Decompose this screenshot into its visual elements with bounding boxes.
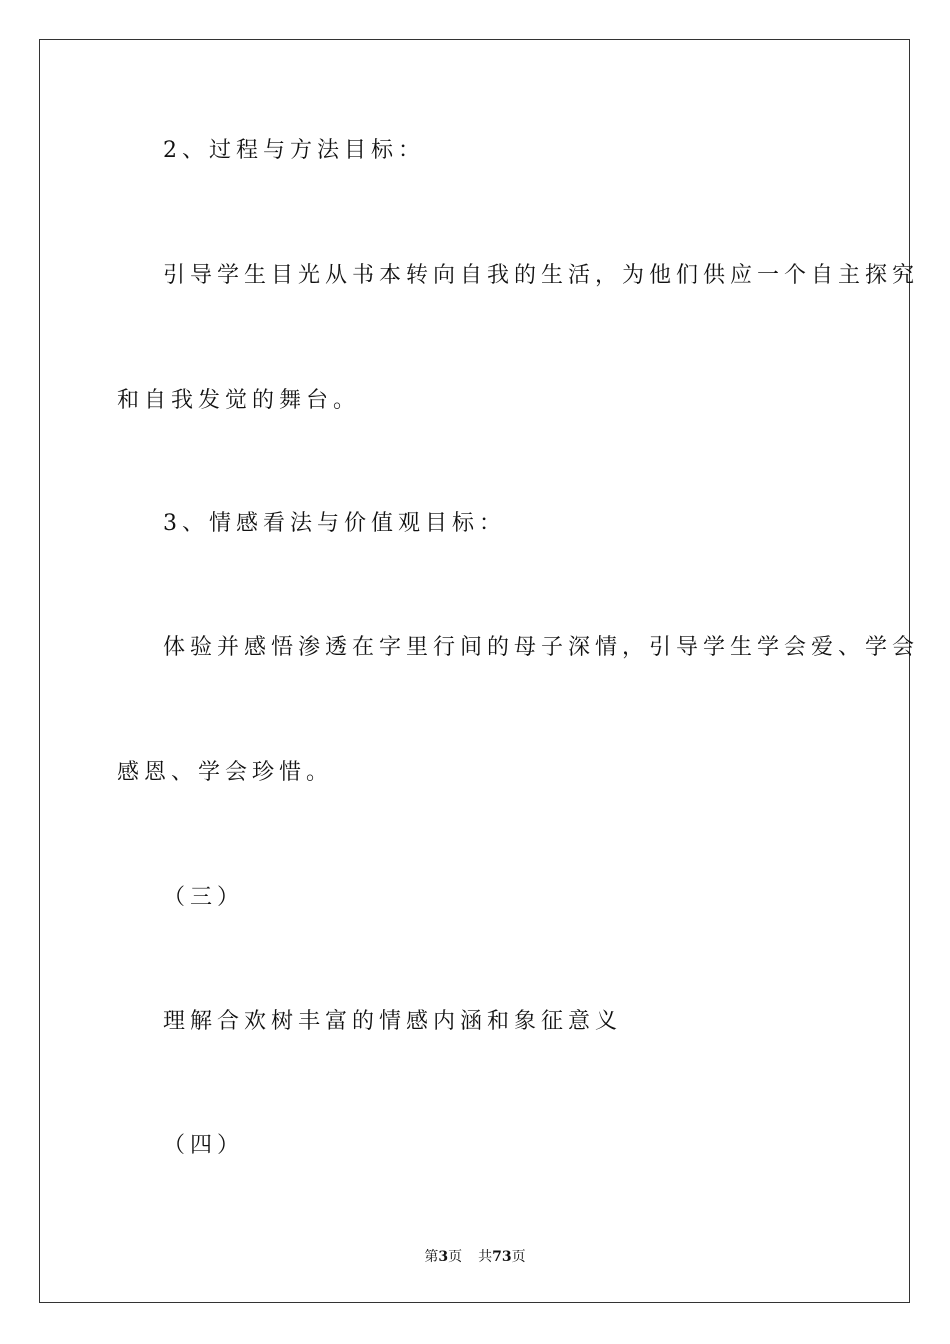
- objective-3-heading: 3、情感看法与价值观目标：: [163, 511, 506, 536]
- footer-page-number: 3: [438, 1249, 449, 1265]
- objective-2-heading: 2、过程与方法目标：: [163, 138, 425, 163]
- footer-total-pages: 73: [492, 1249, 512, 1265]
- section-3-text: 理解合欢树丰富的情感内涵和象征意义: [163, 1009, 623, 1034]
- section-3-heading: （三）: [163, 885, 245, 910]
- objective-2-text-line-2: 和自我发觉的舞台。: [117, 388, 361, 413]
- page-footer: [0, 1247, 950, 1267]
- objective-3-text-line-2: 感恩、学会珍惜。: [117, 760, 334, 785]
- footer-page-suffix: 页: [448, 1249, 463, 1265]
- section-4-heading: （四）: [163, 1133, 245, 1158]
- footer-page-prefix: 第: [424, 1249, 439, 1265]
- objective-2-text-line-1: 引导学生目光从书本转向自我的生活，为他们供应一个自主探究: [163, 263, 920, 288]
- footer-total-suffix: 页: [511, 1249, 526, 1265]
- page-border: [39, 39, 910, 1303]
- footer-total-prefix: 共: [478, 1249, 493, 1265]
- objective-3-text-line-1: 体验并感悟渗透在字里行间的母子深情，引导学生学会爱、学会: [163, 635, 920, 660]
